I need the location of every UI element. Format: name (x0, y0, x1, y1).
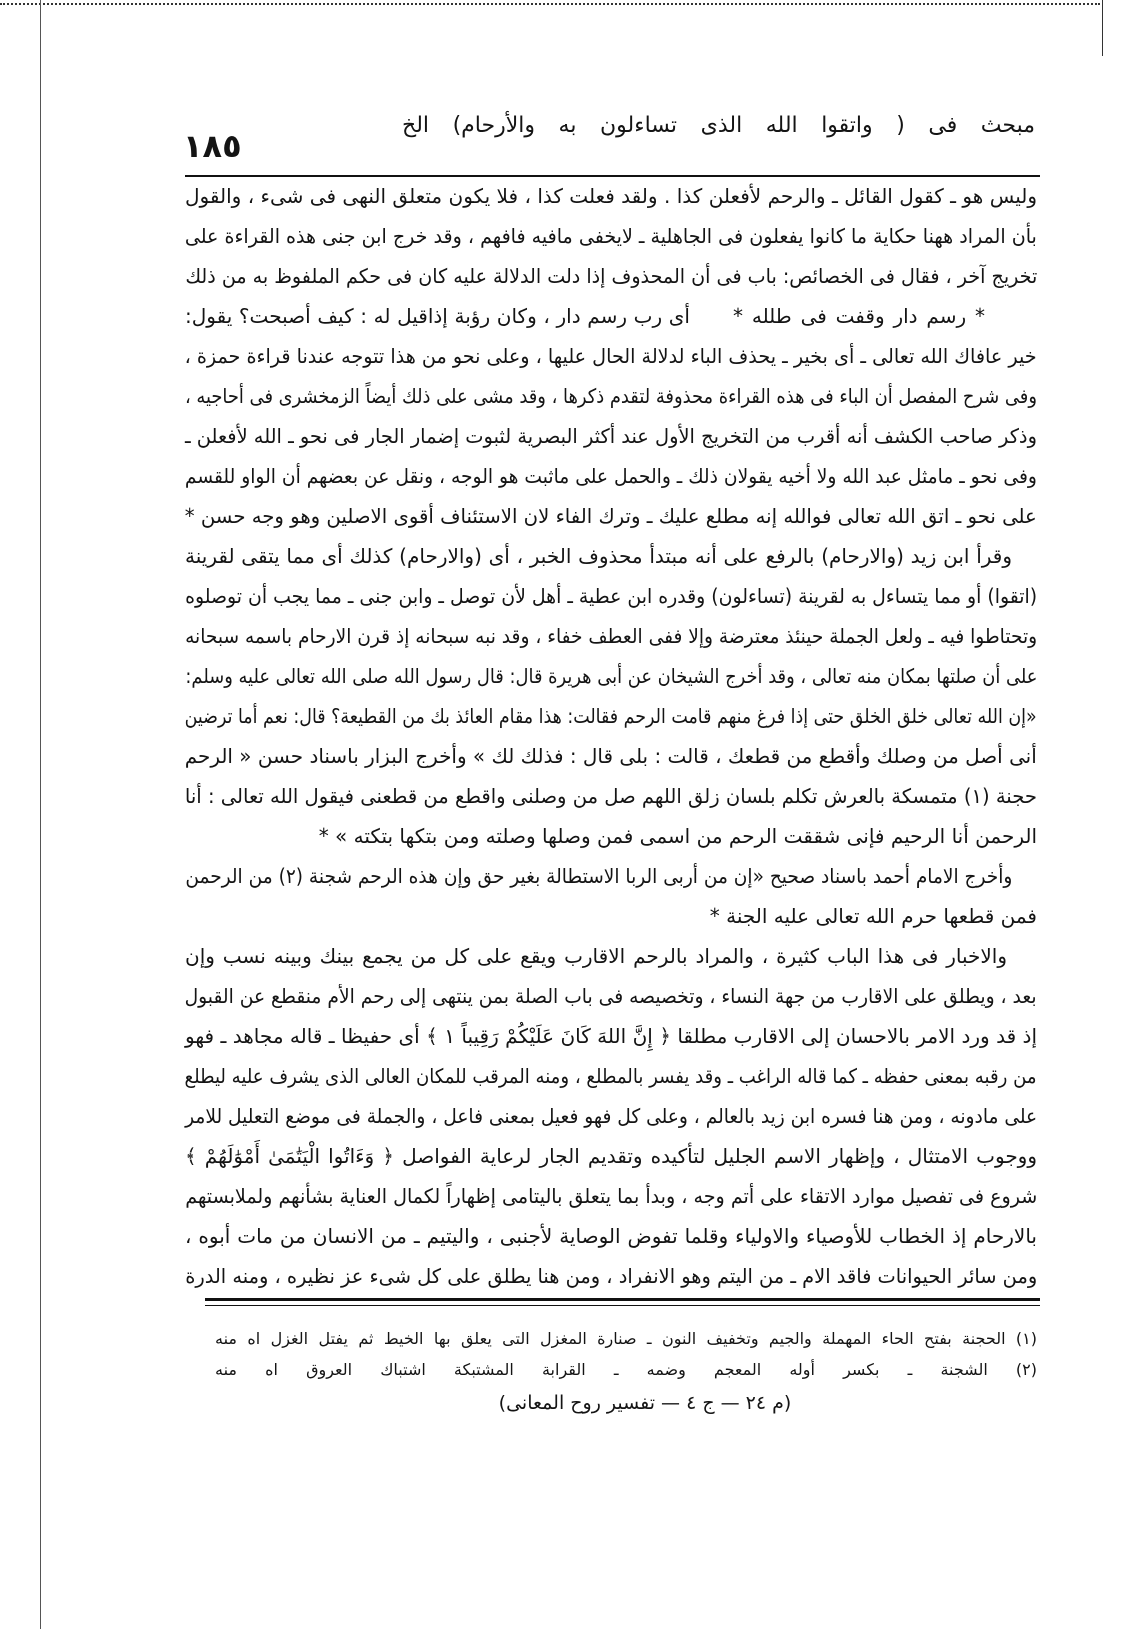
verse-line (185, 296, 1037, 336)
text-line (185, 696, 1037, 736)
line-text: أنى أصل من وصلك وأقطع من قطعك ، قالت : بلى قال : فذلك لك » وأخرج البزار باسناد حسن « الرحم (185, 744, 1037, 768)
paragraph-end-line (185, 896, 1037, 936)
line-text: وأخرج الامام أحمد باسناد صحيح «إن من أربى الربا الاستطالة بغير حق وإن هذه الرحم شجنة (٢) من الرحمن (185, 864, 1012, 888)
text-line (185, 576, 1037, 616)
text-line (185, 256, 1037, 296)
line-text: بأن المراد ههنا حكاية ما كانوا يفعلون فى الجاهلية ـ لايخفى مافيه فافهم ، وقد خرج ابن جنى هذه القراءة على (185, 224, 1037, 248)
text-line (185, 216, 1037, 256)
line-text: فمن قطعها حرم الله تعالى عليه الجنة * (709, 904, 1037, 928)
verse-hemistich (733, 296, 985, 336)
text-line (185, 376, 1037, 416)
line-text: على نحو ـ اتق الله تعالى فوالله إنه مطلع عليك ـ وترك الفاء لان الاستئناف أقوى الاصلين وهو وجه حسن * (185, 504, 1037, 528)
line-text: شروع فى تفصيل موارد الاتقاء على أتم وجه ، وبدأ بما يتعلق باليتامى إظهاراً لكمال العناية بشأنهم ولملابستهم (185, 1184, 1037, 1208)
page-number: ١٨٥ (183, 127, 242, 165)
running-header-title: مبحث فى ( واتقوا الله الذى تساءلون به والأرحام) الخ (402, 113, 1035, 138)
footnote-text: (١) الحجنة بفتح الحاء المهملة والجيم وتخفيف النون ـ صنارة المغزل التى يعلق بها الخيط ثم يفتل الغزل اه منه (215, 1329, 1037, 1348)
line-text: وذكر صاحب الكشف أنه أقرب من التخريج الأول عند أكثر البصرية لثبوت إضمار الجار فى نحو ـ الله لأفعلن ـ (185, 424, 1037, 448)
scan-dotted-edge (0, 3, 1100, 5)
text-line (185, 416, 1037, 456)
text-line (185, 1016, 1037, 1056)
line-text: وفى شرح المفصل أن الباء فى هذه القراءة محذوفة لتقدم ذكرها ، وقد مشى على ذلك أيضاً الزمخشرى فى أحاجيه ، (185, 384, 1037, 408)
verse-commentary (185, 296, 690, 336)
main-text (185, 176, 1037, 1296)
line-text: على أن صلتها بمكان منه تعالى ، وقد أخرج الشيخان عن أبى هريرة قال: قال رسول الله صلى الله تعالى عليه وسلم: (185, 664, 1037, 688)
text-line (185, 456, 1037, 496)
text-line (185, 1256, 1037, 1296)
text-line (185, 616, 1037, 656)
line-text: «إن الله تعالى خلق الخلق حتى إذا فرغ منهم قامت الرحم فقالت: هذا مقام العائذ بك من القطيعة؟ قال: نعم أما ترضين (185, 704, 1037, 728)
line-text: من رقبه بمعنى حفظه ـ كما قاله الراغب ـ وقد يفسر بالمطلع ، ومنه المرقب للمكان العالى الذى يشرف عليه ليطلع (185, 1064, 1037, 1088)
verse-text: * رسم دار وقفت فى طلله * (733, 304, 985, 328)
text-line (185, 1096, 1037, 1136)
text-line (185, 1216, 1037, 1256)
paragraph-start-line (185, 536, 1037, 576)
line-text: وقرأ ابن زيد (والارحام) بالرفع على أنه مبتدأ محذوف الخبر ، أى (والارحام) كذلك أى مما يتقى لقرينة (185, 544, 1012, 568)
line-text: (اتقوا) أو مما يتساءل به لقرينة (تساءلون) وقدره ابن عطية ـ أهل لأن توصل ـ وابن جنى ـ مما يجب أن توصلوه (185, 584, 1037, 608)
text-line (185, 1176, 1037, 1216)
scan-page-edge-line (40, 0, 41, 1629)
footnote-text: (٢) الشجنة ـ بكسر أوله المعجم وضمه ـ القرابة المشتبكة اشتباك العروق اه منه (215, 1360, 1037, 1379)
footnote-separator-thin (205, 1305, 1040, 1306)
text-line (185, 976, 1037, 1016)
footnote-separator (205, 1298, 1040, 1301)
line-text: تخريج آخر ، فقال فى الخصائص: باب فى أن المحذوف إذا دلت الدلالة عليه كان فى حكم الملفوظ به من ذلك (185, 264, 1037, 288)
scan-edge-mark (1102, 0, 1103, 56)
signature-text: (م ٢٤ — ج ٤ — تفسير روح المعانى) (498, 1392, 792, 1414)
text-line (185, 1056, 1037, 1096)
line-text: حجنة (١) متمسكة بالعرش تكلم بلسان زلق اللهم صل من وصلنى واقطع من قطعنى فيقول الله تعالى : أنا (185, 784, 1037, 808)
line-text: وفى نحو ـ مامثل عبد الله ولا أخيه يقولان ذلك ـ والحمل على ماثبت هو الوجه ، ونقل عن بعضهم أن الواو للقسم (185, 464, 1037, 488)
line-text: ومن سائر الحيوانات فاقد الام ـ من اليتم وهو الانفراد ، ومن هنا يطلق على كل شىء عز نظيره ، ومنه الدرة (185, 1264, 1037, 1288)
text-line (185, 496, 1037, 536)
paragraph-end-line (185, 816, 1037, 856)
line-text: بالارحام إذ الخطاب للأوصياء والاولياء وقلما تفوض الوصاية لأجنبى ، واليتيم ـ من الانسان من مات أبوه ، (185, 1224, 1037, 1248)
text-line (185, 776, 1037, 816)
line-text: ووجوب الامتثال ، وإظهار الاسم الجليل لتأكيده وتقديم الجار لرعاية الفواصل ﴿ وَءَاتُوا الْيَتَٰمَىٰ أَمْوَٰلَهُمْ ﴾ (185, 1144, 1037, 1168)
text-line (185, 1136, 1037, 1176)
line-text: بعد ، ويطلق على الاقارب من جهة النساء ، وتخصيصه فى باب الصلة بمن ينتهى إلى رحم الأم منقطع عن القبول (185, 984, 1037, 1008)
paragraph-start-line (185, 856, 1037, 896)
line-text: إذ قد ورد الامر بالاحسان إلى الاقارب مطلقا ﴿ إِنَّ اللهَ كَانَ عَلَيْكُمْ رَقِيباً ١ ﴾ أى حفيظا ـ قاله مجاهد ـ فهو (185, 1024, 1037, 1048)
printer-signature (465, 1386, 825, 1420)
line-text: والاخبار فى هذا الباب كثيرة ، والمراد بالرحم الاقارب ويقع على كل من يجمع بينك وبينه نسب وإن (185, 944, 1007, 968)
paragraph-start-line (185, 936, 1037, 976)
line-text: الرحمن أنا الرحيم فإنى شققت الرحم من اسمى فمن وصلها وصلته ومن بتكها بتكته » * (318, 824, 1037, 848)
line-text: وتحتاطوا فيه ـ ولعل الجملة حينئذ معترضة وإلا ففى العطف خفاء ، وقد نبه سبحانه إذ قرن الارحام باسمه سبحانه (185, 624, 1037, 648)
line-text: خير عافاك الله تعالى ـ أى بخير ـ يحذف الباء لدلالة الحال عليها ، وعلى نحو من هذا تتوجه عندنا قراءة حمزة ، (185, 344, 1037, 368)
running-header (402, 106, 1035, 146)
text-line (185, 656, 1037, 696)
text-line (185, 736, 1037, 776)
text-line (185, 336, 1037, 376)
footnote (215, 1354, 1037, 1385)
line-text: أى رب رسم دار ، وكان رؤبة إذاقيل له : كيف أصبحت؟ يقول: (185, 304, 690, 328)
line-text: وليس هو ـ كقول القائل ـ والرحم لأفعلن كذا . ولقد فعلت كذا ، فلا يكون متعلق النهى فى شىء ، والقول (185, 184, 1037, 208)
footnote (215, 1323, 1037, 1354)
text-line (185, 176, 1037, 216)
line-text: على مادونه ، ومن هنا فسره ابن زيد بالعالم ، وعلى كل فهو فعيل بمعنى فاعل ، والجملة فى موضع التعليل للامر (185, 1104, 1037, 1128)
